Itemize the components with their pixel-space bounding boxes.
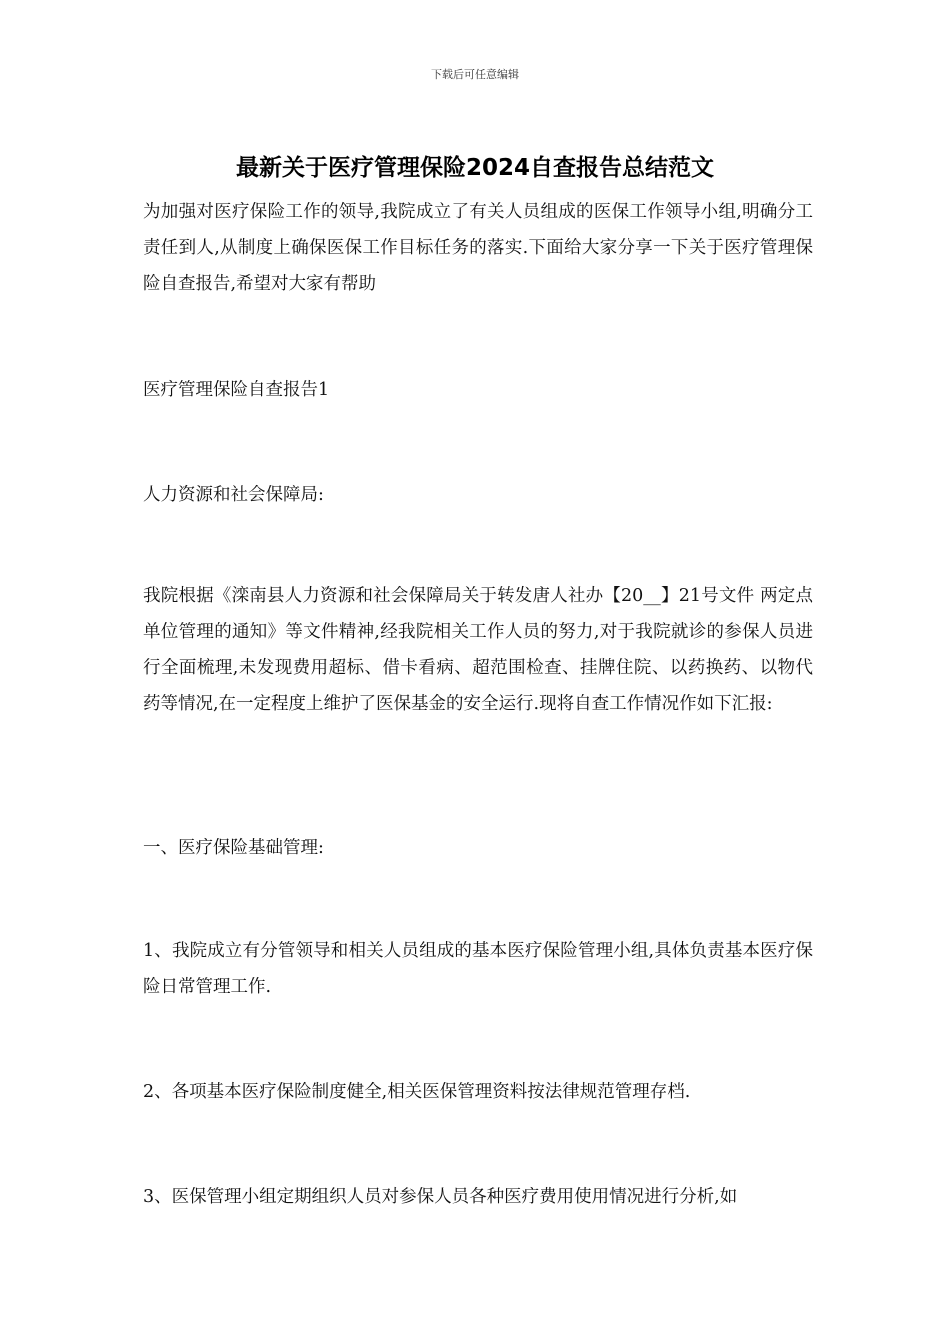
intro-paragraph: 为加强对医疗保险工作的领导,我院成立了有关人员组成的医保工作领导小组,明确分工责任到人,从制度上确保医保工作目标任务的落实.下面给大家分享一下关于医疗管理保险自查报告,希望对大家有帮助	[143, 202, 813, 294]
document-title: 最新关于医疗管理保险2024自查报告总结范文	[235, 155, 714, 181]
recipient-line: 人力资源和社会保障局:	[143, 485, 324, 505]
list-item: 2、各项基本医疗保险制度健全,相关医保管理资料按法律规范管理存档.	[143, 1082, 691, 1102]
body-paragraph: 我院根据《滦南县人力资源和社会保障局关于转发唐人社办【20__】21号文件 两定点 单位管理的通知》等文件精神,经我院相关工作人员的努力,对于我院就诊的参保人员进行全面梳理,未发现费用超标、借卡看病、超范围检查、挂牌住院、以药换药、以物代药等情况,在一定程度上维护了医保基金的安全运行.现将自查工作情况作如下汇报:	[143, 586, 813, 714]
header-note: 下载后可任意编辑	[431, 68, 519, 81]
section-heading: 一、医疗保险基础管理:	[143, 838, 324, 858]
list-item: 3、医保管理小组定期组织人员对参保人员各种医疗费用使用情况进行分析,如	[143, 1187, 738, 1207]
report-heading: 医疗管理保险自查报告1	[143, 380, 330, 400]
list-item: 1、我院成立有分管领导和相关人员组成的基本医疗保险管理小组,具体负责基本医疗保险日常管理工作.	[143, 941, 813, 997]
